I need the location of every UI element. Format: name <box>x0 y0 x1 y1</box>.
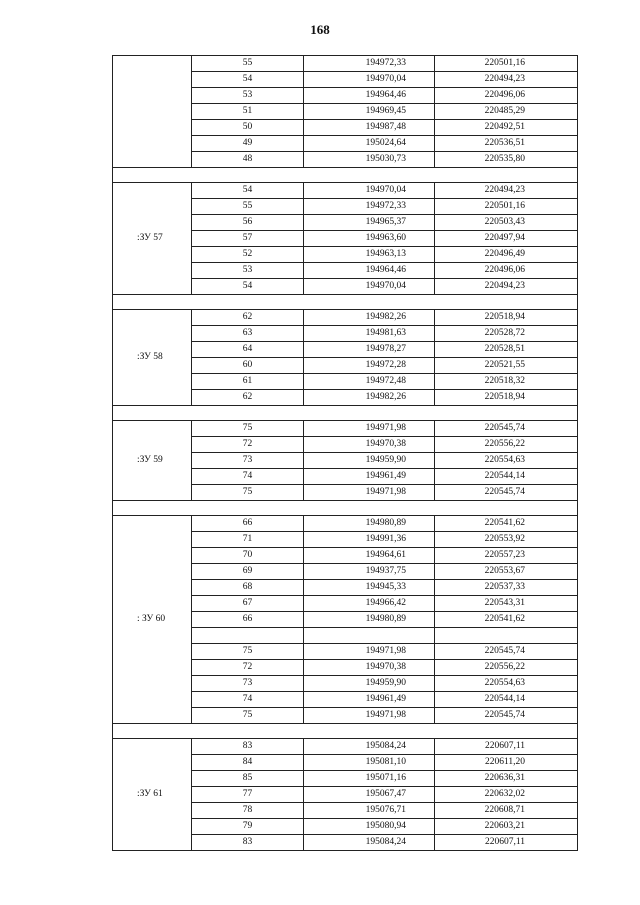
x-coordinate-cell: 194945,33 <box>304 580 435 596</box>
point-number-cell: 70 <box>192 548 304 564</box>
x-coordinate-cell: 195067,47 <box>304 787 435 803</box>
y-coordinate-cell: 220536,51 <box>435 136 578 152</box>
point-number-cell: 79 <box>192 819 304 835</box>
y-coordinate-cell: 220556,22 <box>435 660 578 676</box>
y-coordinate-cell: 220553,67 <box>435 564 578 580</box>
point-number-cell: 83 <box>192 739 304 755</box>
point-number-cell: 67 <box>192 596 304 612</box>
x-coordinate-cell: 194972,48 <box>304 374 435 390</box>
x-coordinate-cell: 194970,04 <box>304 183 435 199</box>
y-coordinate-cell: 220494,23 <box>435 183 578 199</box>
point-number-cell: 60 <box>192 358 304 374</box>
point-number-cell: 55 <box>192 199 304 215</box>
point-number-cell: 53 <box>192 263 304 279</box>
point-number-cell: 83 <box>192 835 304 851</box>
y-coordinate-cell: 220501,16 <box>435 56 578 72</box>
x-coordinate-cell: 194987,48 <box>304 120 435 136</box>
separator-cell <box>113 724 578 739</box>
x-coordinate-cell: 194980,89 <box>304 612 435 628</box>
land-plot-label: :ЗУ 57 <box>113 183 192 295</box>
y-coordinate-cell: 220544,14 <box>435 692 578 708</box>
x-coordinate-cell: 194982,26 <box>304 390 435 406</box>
point-number-cell: 71 <box>192 532 304 548</box>
y-coordinate-cell: 220518,32 <box>435 374 578 390</box>
x-coordinate-cell: 194981,63 <box>304 326 435 342</box>
x-coordinate-cell: 194991,36 <box>304 532 435 548</box>
x-coordinate-cell: 194972,33 <box>304 199 435 215</box>
y-coordinate-cell: 220528,51 <box>435 342 578 358</box>
point-number-cell: 56 <box>192 215 304 231</box>
y-coordinate-cell: 220543,31 <box>435 596 578 612</box>
x-coordinate-cell: 195080,94 <box>304 819 435 835</box>
x-coordinate-cell: 194959,90 <box>304 676 435 692</box>
point-number-cell: 55 <box>192 56 304 72</box>
separator-cell <box>113 168 578 183</box>
point-number-cell: 74 <box>192 692 304 708</box>
x-coordinate-cell: 195030,73 <box>304 152 435 168</box>
land-plot-label: :ЗУ 58 <box>113 310 192 406</box>
point-number-cell: 75 <box>192 644 304 660</box>
table-row <box>113 421 578 437</box>
point-number-cell: 75 <box>192 485 304 501</box>
table-row <box>113 310 578 326</box>
x-coordinate-cell: 194961,49 <box>304 469 435 485</box>
x-coordinate-cell: 194937,75 <box>304 564 435 580</box>
y-coordinate-cell: 220541,62 <box>435 516 578 532</box>
point-number-cell: 61 <box>192 374 304 390</box>
point-number-cell: 72 <box>192 660 304 676</box>
point-number-cell: 57 <box>192 231 304 247</box>
x-coordinate-cell: 194969,45 <box>304 104 435 120</box>
x-coordinate-cell: 194971,98 <box>304 485 435 501</box>
y-coordinate-cell: 220496,49 <box>435 247 578 263</box>
point-number-cell: 66 <box>192 516 304 532</box>
y-coordinate-cell: 220607,11 <box>435 739 578 755</box>
y-coordinate-cell: 220518,94 <box>435 390 578 406</box>
x-coordinate-cell: 194980,89 <box>304 516 435 532</box>
coordinates-table <box>112 55 578 851</box>
y-coordinate-cell: 220535,80 <box>435 152 578 168</box>
y-coordinate-cell: 220503,43 <box>435 215 578 231</box>
point-number-cell: 74 <box>192 469 304 485</box>
x-coordinate-cell: 194972,33 <box>304 56 435 72</box>
x-coordinate-cell: 194972,28 <box>304 358 435 374</box>
group-separator-row <box>113 295 578 310</box>
point-number-cell: 72 <box>192 437 304 453</box>
x-coordinate-cell: 194966,42 <box>304 596 435 612</box>
table-row <box>113 739 578 755</box>
land-plot-label <box>113 56 192 168</box>
x-coordinate-cell: 194964,46 <box>304 88 435 104</box>
point-number-cell: 54 <box>192 183 304 199</box>
point-number-cell: 63 <box>192 326 304 342</box>
point-number-cell: 52 <box>192 247 304 263</box>
x-coordinate-cell: 194959,90 <box>304 453 435 469</box>
group-separator-row <box>113 168 578 183</box>
x-coordinate-cell: 194970,04 <box>304 279 435 295</box>
point-number-cell: 62 <box>192 390 304 406</box>
point-number-cell: 73 <box>192 676 304 692</box>
y-coordinate-cell: 220528,72 <box>435 326 578 342</box>
y-coordinate-cell: 220494,23 <box>435 279 578 295</box>
x-coordinate-cell <box>304 628 435 644</box>
y-coordinate-cell: 220518,94 <box>435 310 578 326</box>
y-coordinate-cell: 220553,92 <box>435 532 578 548</box>
y-coordinate-cell: 220537,33 <box>435 580 578 596</box>
table-row <box>113 56 578 72</box>
group-separator-row <box>113 501 578 516</box>
y-coordinate-cell: 220496,06 <box>435 263 578 279</box>
land-plot-label: : ЗУ 60 <box>113 516 192 724</box>
y-coordinate-cell: 220607,11 <box>435 835 578 851</box>
x-coordinate-cell: 194965,37 <box>304 215 435 231</box>
y-coordinate-cell: 220494,23 <box>435 72 578 88</box>
point-number-cell: 77 <box>192 787 304 803</box>
land-plot-label: :ЗУ 59 <box>113 421 192 501</box>
x-coordinate-cell: 194971,98 <box>304 708 435 724</box>
y-coordinate-cell: 220557,23 <box>435 548 578 564</box>
y-coordinate-cell: 220556,22 <box>435 437 578 453</box>
page-number: 168 <box>310 22 330 37</box>
point-number-cell: 75 <box>192 421 304 437</box>
x-coordinate-cell: 195084,24 <box>304 835 435 851</box>
y-coordinate-cell: 220485,29 <box>435 104 578 120</box>
y-coordinate-cell: 220545,74 <box>435 708 578 724</box>
y-coordinate-cell: 220496,06 <box>435 88 578 104</box>
x-coordinate-cell: 194978,27 <box>304 342 435 358</box>
y-coordinate-cell: 220608,71 <box>435 803 578 819</box>
x-coordinate-cell: 195024,64 <box>304 136 435 152</box>
x-coordinate-cell: 194970,38 <box>304 437 435 453</box>
x-coordinate-cell: 194963,60 <box>304 231 435 247</box>
y-coordinate-cell: 220545,74 <box>435 644 578 660</box>
y-coordinate-cell: 220521,55 <box>435 358 578 374</box>
x-coordinate-cell: 194971,98 <box>304 644 435 660</box>
point-number-cell: 54 <box>192 72 304 88</box>
x-coordinate-cell: 194970,38 <box>304 660 435 676</box>
point-number-cell: 53 <box>192 88 304 104</box>
y-coordinate-cell: 220545,74 <box>435 485 578 501</box>
table-row <box>113 516 578 532</box>
point-number-cell: 51 <box>192 104 304 120</box>
point-number-cell: 62 <box>192 310 304 326</box>
point-number-cell: 85 <box>192 771 304 787</box>
x-coordinate-cell: 194970,04 <box>304 72 435 88</box>
land-plot-label: :ЗУ 61 <box>113 739 192 851</box>
point-number-cell <box>192 628 304 644</box>
y-coordinate-cell: 220554,63 <box>435 453 578 469</box>
y-coordinate-cell: 220501,16 <box>435 199 578 215</box>
point-number-cell: 73 <box>192 453 304 469</box>
x-coordinate-cell: 194961,49 <box>304 692 435 708</box>
x-coordinate-cell: 195084,24 <box>304 739 435 755</box>
point-number-cell: 68 <box>192 580 304 596</box>
point-number-cell: 66 <box>192 612 304 628</box>
y-coordinate-cell: 220492,51 <box>435 120 578 136</box>
point-number-cell: 64 <box>192 342 304 358</box>
point-number-cell: 50 <box>192 120 304 136</box>
y-coordinate-cell: 220554,63 <box>435 676 578 692</box>
y-coordinate-cell <box>435 628 578 644</box>
group-separator-row <box>113 724 578 739</box>
separator-cell <box>113 406 578 421</box>
point-number-cell: 69 <box>192 564 304 580</box>
point-number-cell: 48 <box>192 152 304 168</box>
x-coordinate-cell: 194971,98 <box>304 421 435 437</box>
point-number-cell: 49 <box>192 136 304 152</box>
point-number-cell: 54 <box>192 279 304 295</box>
separator-cell <box>113 295 578 310</box>
y-coordinate-cell: 220611,20 <box>435 755 578 771</box>
y-coordinate-cell: 220544,14 <box>435 469 578 485</box>
y-coordinate-cell: 220541,62 <box>435 612 578 628</box>
point-number-cell: 78 <box>192 803 304 819</box>
group-separator-row <box>113 406 578 421</box>
x-coordinate-cell: 194963,13 <box>304 247 435 263</box>
y-coordinate-cell: 220545,74 <box>435 421 578 437</box>
x-coordinate-cell: 194964,61 <box>304 548 435 564</box>
table-row <box>113 183 578 199</box>
separator-cell <box>113 501 578 516</box>
point-number-cell: 84 <box>192 755 304 771</box>
x-coordinate-cell: 194964,46 <box>304 263 435 279</box>
y-coordinate-cell: 220497,94 <box>435 231 578 247</box>
y-coordinate-cell: 220636,31 <box>435 771 578 787</box>
x-coordinate-cell: 195081,10 <box>304 755 435 771</box>
y-coordinate-cell: 220603,21 <box>435 819 578 835</box>
point-number-cell: 75 <box>192 708 304 724</box>
x-coordinate-cell: 194982,26 <box>304 310 435 326</box>
y-coordinate-cell: 220632,02 <box>435 787 578 803</box>
x-coordinate-cell: 195071,16 <box>304 771 435 787</box>
x-coordinate-cell: 195076,71 <box>304 803 435 819</box>
